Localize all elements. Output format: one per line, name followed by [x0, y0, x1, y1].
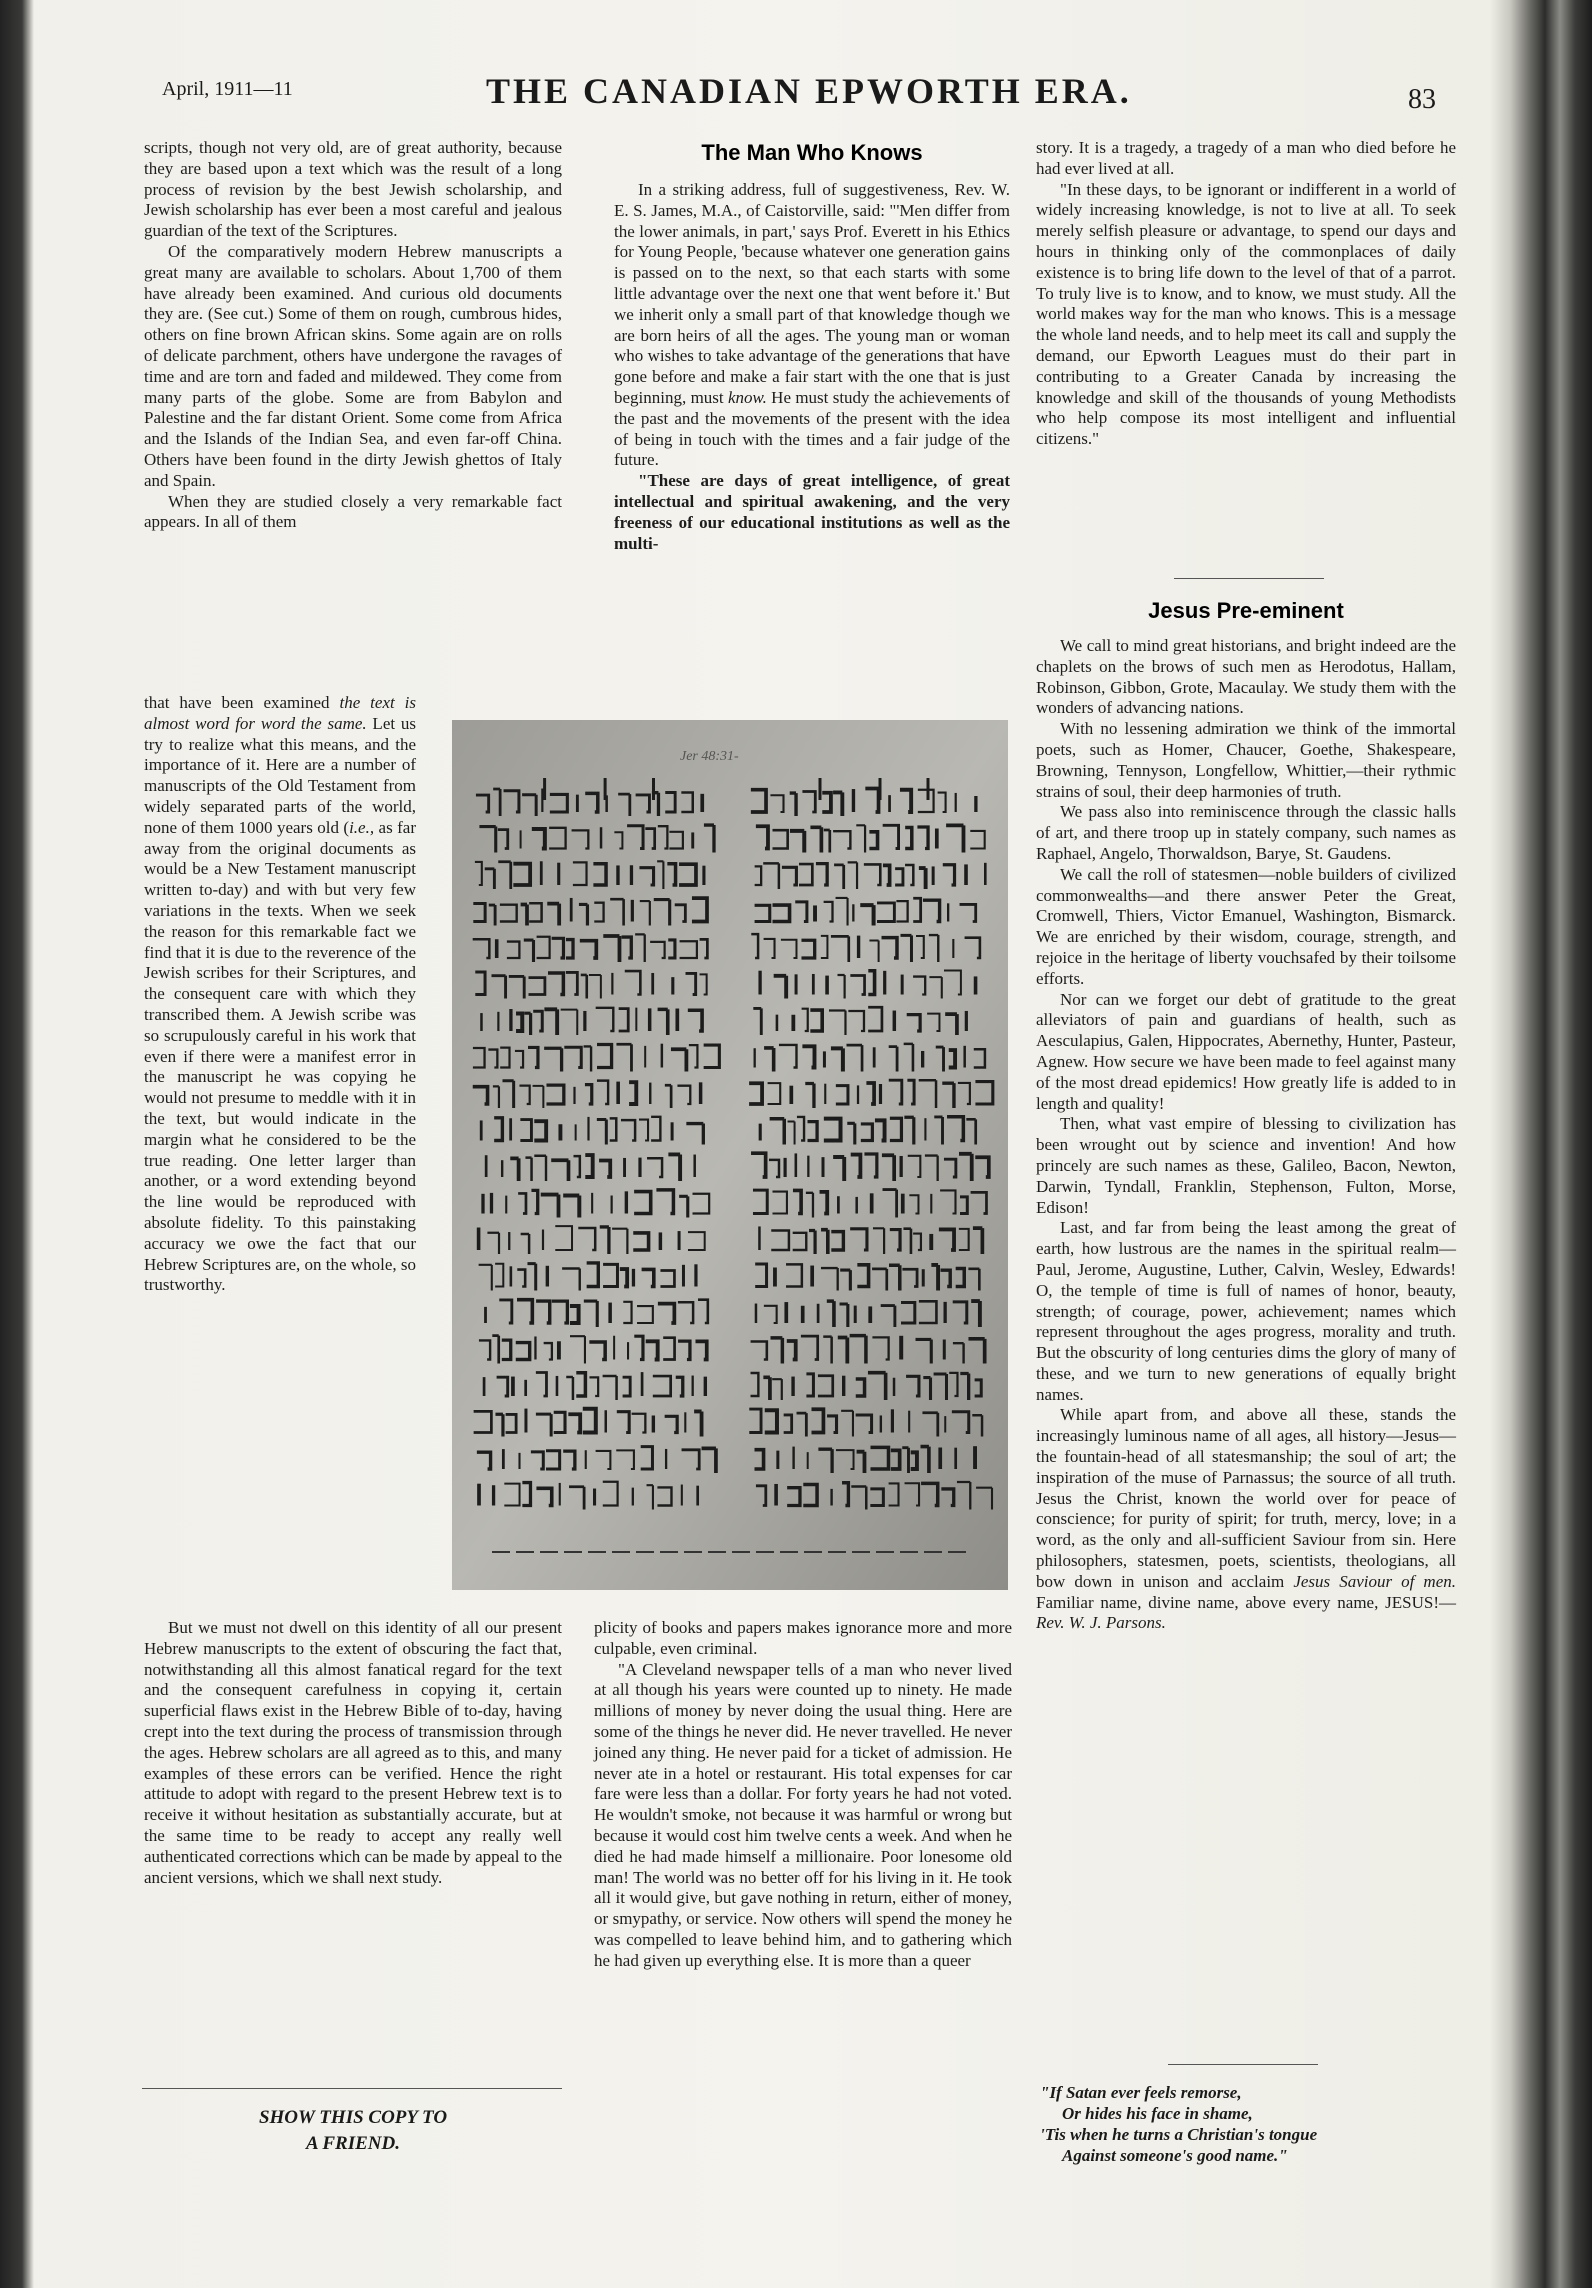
- column-3-article: [1036, 636, 1456, 1634]
- paragraph: "A Cleveland newspaper tells of a man who never lived at all though his years were counted up to ninety. He made millions of money by never doing the usual thing. Here are some of the things he never did. He never travelled. He never joined any thing. He never paid for a ticket of admission. He never ate in a hotel or restaurant. His total expenses for car fare were less than a dollar. For forty years he had not voted. He wouldn't smoke, not because it was harmful or wrong but because it would cost him twelve cents a week. And when he died he had made himself a millionaire. Poor lonesome old man! The world was no better off for his living in it. He took all it would give, but gave nothing in return, either of money, or smypathy, or service. Now others will spend the money he was compelled to leave behind him, and to gathering which he had given up everything else. It is more than a queer: [594, 1659, 1012, 1970]
- issue-date: April, 1911—11: [162, 78, 293, 100]
- text-run: Let us try to realize what this means, and the importance of it. Here are a number of manuscripts of the Old Testament from widely separated parts of the world, none of them 1000 years old (: [144, 713, 416, 837]
- text-run: that have been examined: [144, 693, 340, 712]
- article-heading: Jesus Pre-eminent: [1148, 598, 1344, 623]
- verse-line: 'Tis when he turns a Christian's tongue: [1040, 2125, 1318, 2144]
- column-1-top: [144, 138, 562, 533]
- emphasis: i.e.,: [349, 817, 375, 837]
- column-1-bottom: [144, 1618, 562, 1888]
- column-2-top: [614, 180, 1010, 554]
- manuscript-caption: Jer 48:31-: [680, 749, 739, 764]
- paragraph: [614, 180, 1010, 471]
- paragraph: Last, and far from being the least among the great of earth, how lustrous are the names in the spiritual realm—Paul, Jerome, Augustine, Luther, Calvin, Wesley, Edwards! O, the temple of time is full of names of honor, beauty, strength; of courage, power, achievement; names which represent throughout the ages progress, morality and truth. But the obscurity of long centuries dims the glory of many of these, and we turn to new generations of equally bright names.: [1036, 1218, 1456, 1404]
- hebrew-manuscript-image: [452, 720, 1008, 1590]
- paragraph: Nor can we forget our debt of gratitude to the great alleviators of pain and guardians of health, such as Aesculapius, Galen, Hippocrates, Abernethy, Hunter, Pasteur, Agnew. How secure we have been made to feel against many of the most dread epidemics! How greatly life is added to in length and quality!: [1036, 989, 1456, 1113]
- text-run: While apart from, and above all these, stands the increasingly luminous name of all ages, all history—Jesus—the fountain-head of all statesmanship; the soul of art; the inspiration of the muse of Parnassus; the source of all truth. Jesus the Christ, known the world over for peace of conscience; for purity of spirit; for truth, mercy, love; in a word, as the only and all-sufficient Saviour from sin. Here philosophers, statesmen, poets, scientists, theologians, all bow down in unison and acclaim: [1036, 1405, 1456, 1591]
- article-heading: The Man Who Knows: [701, 140, 923, 165]
- emphasis: know.: [727, 387, 767, 407]
- paragraph: But we must not dwell on this identity of all our present Hebrew manuscripts to the extent of obscuring the fact that, notwithstanding all this almost fanatical regard for the text and the consequent carefulness in copying it, certain superficial flaws exist in the Hebrew Bible of to-day, having crept into the text during the process of transmission through the ages. Hebrew scholars are all agreed as to this, and many examples of these errors can be verified. Hence the right attitude to adopt with regard to the present Hebrew text is to receive it without hesitation as substantially accurate, but at the same time to be ready to accept any really well authenticated corrections which can be made by appeal to the ancient versions, which we shall next study.: [144, 1618, 562, 1887]
- share-notice-line: A FRIEND.: [306, 2133, 400, 2154]
- column-2-bottom: [594, 1618, 1012, 1972]
- share-notice-line: SHOW THIS COPY TO: [258, 2107, 448, 2128]
- column-3-top: [1036, 138, 1456, 450]
- paragraph: Then, what vast empire of blessing to civilization has been wrought out by science and invention! And how princely are such names as these, Galileo, Bacon, Newton, Darwin, Tyndall, Franklin, Stephenson, Fulton, Morse, Edison!: [1036, 1114, 1456, 1217]
- column-1-narrow: [144, 693, 416, 1296]
- newspaper-page: [34, 0, 1512, 2288]
- page-number: 83: [1408, 84, 1436, 115]
- manuscript-illustration: [452, 720, 1008, 1590]
- paragraph: "In these days, to be ignorant or indifferent in a world of widely increasing knowledge, is not to live at all. To seek merely selfish pleasure or advantage, to spend our days and hours in thinking only of the commonplaces of daily existence is to bring life down to the level of that of a parrot. To truly live is to know, and to know, we must study. All the world makes way for the man who knows. This is a message the whole land needs, and to help meet its call and supply the demand, our Epworth Leagues must do their part in contributing to a Greater Canada by increasing the knowledge and skill of the thousands of young Methodists who help compose its most intelligent and influential citizens.": [1036, 179, 1456, 449]
- verse-line: Or hides his face in shame,: [1062, 2104, 1253, 2123]
- paragraph: "These are days of great intelligence, of great intellectual and spiritual awakening, and the very freeness of our educational institutions as well as the multi-: [614, 471, 1010, 553]
- divider: [1168, 2064, 1318, 2065]
- verse-line: "If Satan ever feels remorse,: [1040, 2083, 1242, 2102]
- paragraph: scripts, though not very old, are of great authority, because they are based upon a text which was the result of a long process of revision by the best Jewish scholarship, and Jewish scholarship has ever been a most careful and jealous guardian of the text of the Scriptures.: [144, 138, 562, 241]
- divider: [142, 2088, 562, 2089]
- paragraph: [1036, 1405, 1456, 1634]
- masthead-title: THE CANADIAN EPWORTH ERA.: [486, 71, 1132, 111]
- paragraph: We call the roll of statesmen—noble builders of civilized commonwealths—and there answer Peter the Great, Cromwell, Thiers, Victor Emanuel, Washington, Bismarck. We are enriched by their wisdom, courage, strength, and rejoice in the heritage of liberty vouchsafed by their toilsome efforts.: [1036, 864, 1456, 988]
- paragraph: plicity of books and papers makes ignorance more and more culpable, even criminal.: [594, 1618, 1012, 1658]
- paragraph: We pass also into reminiscence through the classic halls of art, and there troop up in stately company, such names as Raphael, Angelo, Thorwaldson, Barye, St. Gaudens.: [1036, 802, 1456, 863]
- paragraph: story. It is a tragedy, a tragedy of a man who died before he had ever lived at all.: [1036, 138, 1456, 178]
- divider: [1174, 578, 1324, 579]
- closing-verse: [1040, 2082, 1460, 2166]
- text-run: He must study the achievements of the past and the movements of the present with the idea of being in touch with the times and a fair judge of the future.: [614, 387, 1010, 470]
- paragraph: [144, 693, 416, 1296]
- verse-line: Against someone's good name.": [1062, 2146, 1288, 2165]
- signature: Rev. W. J. Parsons.: [1036, 1613, 1166, 1633]
- paragraph: When they are studied closely a very remarkable fact appears. In all of them: [144, 491, 562, 532]
- paragraph: Of the comparatively modern Hebrew manuscripts a great many are available to scholars. About 1,700 of them have already been examined. And curious old documents they are. (See cut.) Some of them on rough, cumbrous hides, others on fine brown African skins. Some again are on rolls of delicate parchment, others have undergone the ravages of time and are torn and faded and mildewed. They come from many parts of the globe. Some are from Babylon and Palestine and the far distant Orient. Some come from Africa and the Islands of the Indian Sea, and even far-off China. Others have been found in the dirty Jewish ghettos of Italy and Spain.: [144, 241, 562, 490]
- text-run: as far away from the original documents as would be a New Testament manuscript written to-day) and with but very few variations in the texts. When we seek the reason for this remarkable fact we find that it is due to the reverence of the Jewish scribes for their Scriptures, and the consequent care with which they transcribed them. A Jewish scribe was so scrupulously careful in his work that even if there were a manifest error in the manuscript he was copying he would not presume to meddle with it in the text, but would indicate in the margin what he considered to be the true reading. One letter larger than another, or a word extending beyond the line would be reproduced with absolute fidelity. To this painstaking accuracy we owe the fact that our Hebrew Scriptures are, on the whole, so trustworthy.: [144, 817, 417, 1295]
- share-notice: [144, 2105, 562, 2157]
- emphasis: Jesus Saviour of men.: [1293, 1571, 1456, 1591]
- emphasis: the text is almost word for word the same.: [144, 693, 416, 733]
- paragraph: With no lessening admiration we think of the immortal poets, such as Homer, Chaucer, Goethe, Shakespeare, Browning, Tennyson, Longfellow, Whittier,—their rythmic strains of soul, their deep harmonies of truth.: [1036, 719, 1456, 801]
- text-run: In a striking address, full of suggestiveness, Rev. W. E. S. James, M.A., of Caistorville, said: "'Men differ from the lower animals, in part,' says Prof. Everett in his Ethics for Young People, 'because whatever one generation gains is passed on to the next, so that each starts with some little advantage over the next one that went before it.' But we inherit only a small part of that knowledge though we are born heirs of all the ages. The young man or woman who wishes to take advantage of the generations that have gone before and make a fair start with the one that is just beginning, must: [614, 180, 1010, 407]
- paragraph: We call to mind great historians, and bright indeed are the chaplets on the brows of such men as Herodotus, Hallam, Robinson, Gibbon, Grote, Macaulay. We study them with the wonders of advancing nations.: [1036, 636, 1456, 718]
- text-run: Familiar name, divine name, above every name, JESUS!—: [1036, 1592, 1456, 1612]
